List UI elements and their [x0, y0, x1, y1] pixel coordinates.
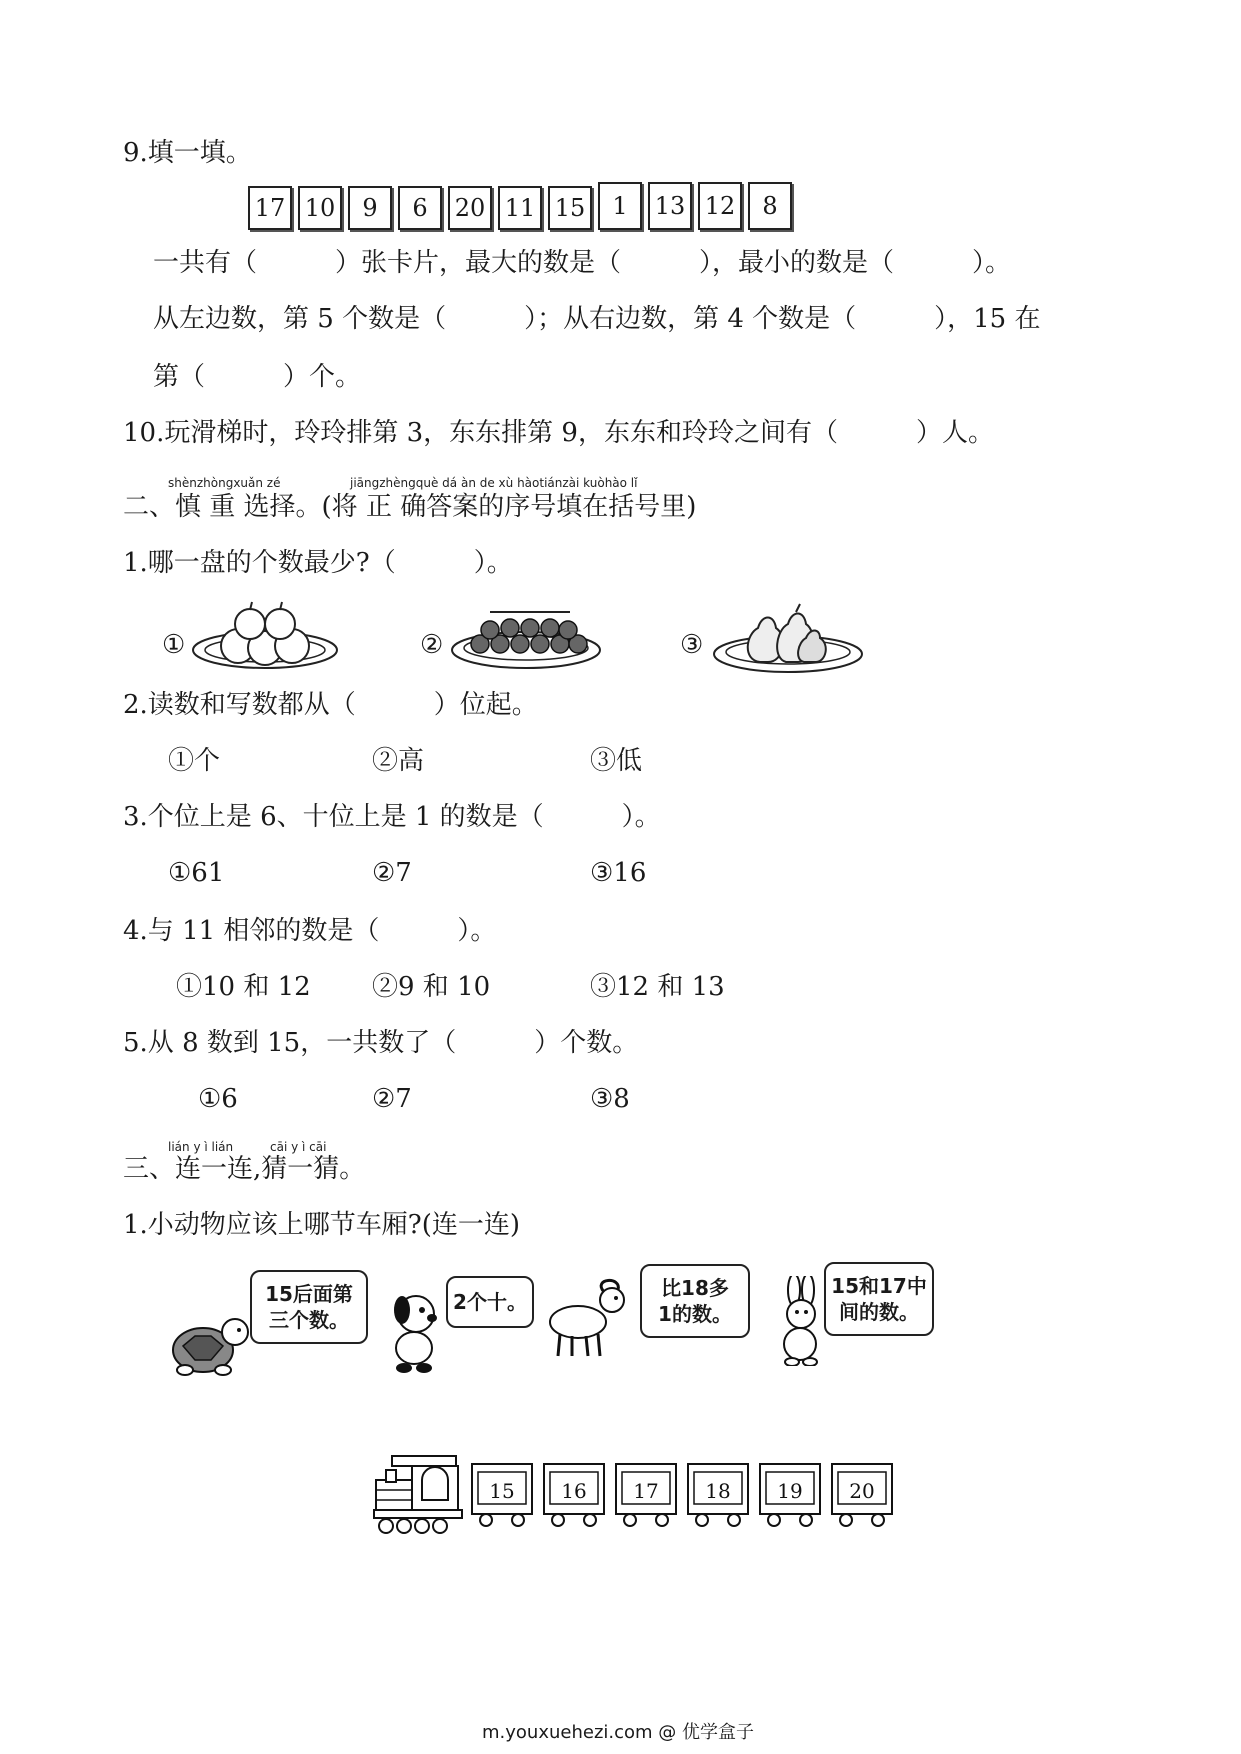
s2q1-text: 1.哪一盘的个数最少?（ ）。 [123, 548, 513, 578]
number-card: 6 [398, 186, 442, 230]
number-card: 15 [548, 186, 592, 230]
section3-heading: 三、连一连,猜一猜。 [123, 1154, 366, 1184]
q9-line3: 第（ ）个。 [153, 362, 362, 392]
train-car [830, 1460, 894, 1530]
goat-speech-bubble: 比18多 1的数。 [640, 1264, 750, 1338]
footer-text: m.youxuehezi.com @ 优学盒子 [482, 1722, 755, 1743]
q9-line2: 从左边数，第 5 个数是（ ）；从右边数，第 4 个数是（ ），15 在 [153, 304, 1041, 334]
dog-speech-bubble: 2个十。 [446, 1276, 534, 1328]
plate-pears-image [712, 600, 864, 676]
s2q4-text: 4.与 11 相邻的数是（ ）。 [123, 916, 497, 946]
section3-pinyin-a: lián y ì lián [168, 1140, 234, 1154]
s2q5-option1: ①6 [198, 1084, 238, 1114]
number-card: 11 [498, 186, 542, 230]
number-cards [248, 186, 792, 230]
train-cars [470, 1460, 894, 1530]
goat-image [542, 1276, 634, 1360]
train-car [758, 1460, 822, 1530]
number-card: 12 [698, 182, 742, 230]
number-card: 1 [598, 182, 642, 230]
train-car-number: 20 [849, 1479, 875, 1503]
s2q4-option1: ①10 和 12 [176, 972, 311, 1002]
s2q5-option3: ③8 [590, 1084, 630, 1114]
plate-strawberries-image [450, 608, 602, 672]
turtle-image [165, 1306, 255, 1378]
section2-pinyin-b: jiāngzhèngquè dá àn de xù hàotiánzài kuòhào lǐ [350, 476, 638, 490]
train-engine-image [372, 1450, 466, 1536]
s2q3-option1: ①61 [168, 858, 225, 888]
s2q2-option1: ①个 [168, 746, 221, 776]
s2q4-option3: ③12 和 13 [590, 972, 725, 1002]
s2q2-option2: ②高 [372, 746, 425, 776]
s3q1-text: 1.小动物应该上哪节车厢?(连一连) [123, 1210, 521, 1240]
train-car [470, 1460, 534, 1530]
section2-pinyin-a: shènzhòngxuǎn zé [168, 476, 281, 490]
number-card: 10 [298, 186, 342, 230]
rabbit-speech-bubble: 15和17中 间的数。 [824, 1262, 934, 1336]
plate-apples-image [190, 600, 340, 672]
section3-pinyin-b: cāi y ì cāi [270, 1140, 327, 1154]
train-car [614, 1460, 678, 1530]
s2q3-text: 3.个位上是 6、十位上是 1 的数是（ ）。 [123, 802, 661, 832]
number-card: 9 [348, 186, 392, 230]
number-card: 8 [748, 182, 792, 230]
train-car-number: 16 [561, 1479, 587, 1503]
s2q5-text: 5.从 8 数到 15，一共数了（ ）个数。 [123, 1028, 639, 1058]
train-car-number: 18 [705, 1479, 731, 1503]
s2q1-option3-label: ③ [680, 630, 704, 660]
s2q4-option2: ②9 和 10 [372, 972, 491, 1002]
number-card: 13 [648, 182, 692, 230]
s2q3-option3: ③16 [590, 858, 647, 888]
dog-image [382, 1290, 448, 1376]
s2q3-option2: ②7 [372, 858, 412, 888]
s2q2-option3: ③低 [590, 746, 643, 776]
s2q5-option2: ②7 [372, 1084, 412, 1114]
train-car [686, 1460, 750, 1530]
rabbit-image [770, 1276, 830, 1366]
s2q1-option2-label: ② [420, 630, 444, 660]
turtle-speech-bubble: 15后面第 三个数。 [250, 1270, 368, 1344]
train-car-number: 17 [633, 1479, 659, 1503]
q10-text: 10.玩滑梯时，玲玲排第 3，东东排第 9，东东和玲玲之间有（ ）人。 [123, 418, 994, 448]
train-car-number: 15 [489, 1479, 515, 1503]
number-card: 20 [448, 186, 492, 230]
s2q2-text: 2.读数和写数都从（ ）位起。 [123, 690, 538, 720]
train-car [542, 1460, 606, 1530]
train-car-number: 19 [777, 1479, 803, 1503]
s2q1-option1-label: ① [162, 630, 186, 660]
q9-title: 9.填一填。 [123, 138, 252, 168]
number-card: 17 [248, 186, 292, 230]
q9-line1: 一共有（ ）张卡片，最大的数是（ ），最小的数是（ ）。 [153, 248, 1012, 278]
section2-heading: 二、慎 重 选择。(将 正 确答案的序号填在括号里) [123, 492, 697, 522]
